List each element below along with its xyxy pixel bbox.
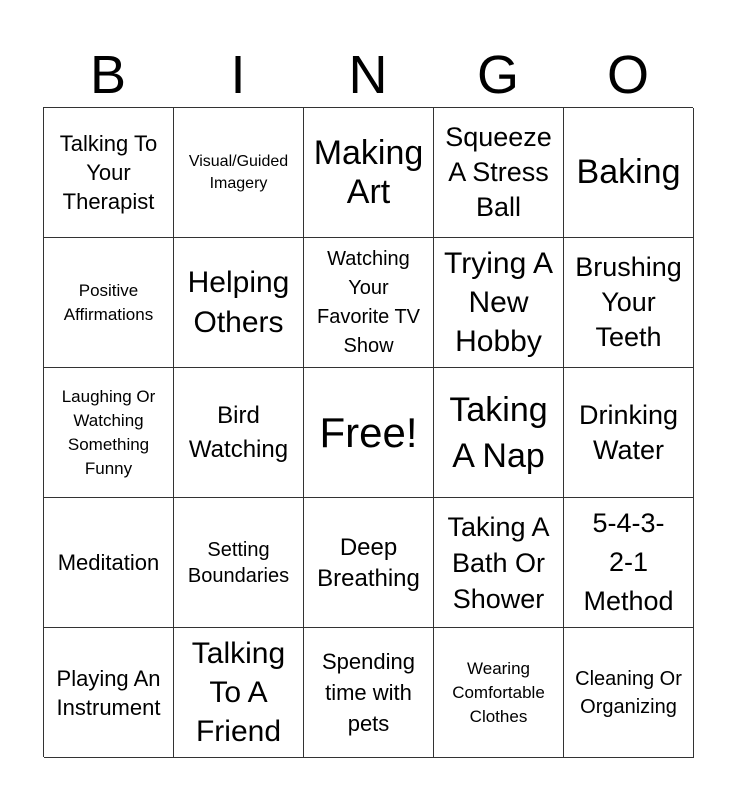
bingo-cell[interactable] bbox=[44, 108, 174, 238]
free-space-label: Free! bbox=[319, 408, 418, 456]
cell-label: Helping Others bbox=[187, 265, 290, 339]
cell-label: Laughing Or Watching Something Funny bbox=[61, 386, 156, 478]
cell-label: Cleaning Or Organizing bbox=[575, 667, 682, 718]
bingo-cell[interactable] bbox=[564, 628, 694, 758]
header-letter-o: O bbox=[606, 45, 649, 105]
bingo-cell[interactable] bbox=[44, 628, 174, 758]
cell-label: Talking To Your Therapist bbox=[59, 131, 158, 214]
cell-label: Wearing Comfortable Clothes bbox=[452, 658, 545, 726]
bingo-cell[interactable] bbox=[174, 108, 304, 238]
cell-label: Deep Breathing bbox=[317, 533, 420, 592]
bingo-cell[interactable] bbox=[564, 368, 694, 498]
cell-label: Making Art bbox=[313, 133, 424, 211]
bingo-cell[interactable] bbox=[44, 238, 174, 368]
cell-label: Setting Boundaries bbox=[187, 538, 290, 587]
header-letter-n: N bbox=[348, 45, 388, 105]
cell-label: Meditation bbox=[57, 550, 160, 575]
cell-label: Playing An Instrument bbox=[56, 665, 161, 720]
bingo-cell[interactable] bbox=[304, 628, 434, 758]
bingo-cell[interactable] bbox=[564, 238, 694, 368]
cell-label: Trying A New Hobby bbox=[444, 247, 553, 358]
bingo-cell[interactable] bbox=[304, 498, 434, 628]
bingo-cell[interactable] bbox=[304, 238, 434, 368]
bingo-cell[interactable] bbox=[564, 108, 694, 238]
bingo-header bbox=[43, 44, 693, 106]
bingo-cell[interactable] bbox=[174, 238, 304, 368]
cell-label: Squeeze A Stress Ball bbox=[445, 122, 552, 222]
cell-label: Taking A Nap bbox=[449, 390, 548, 475]
cell-label: Brushing Your Teeth bbox=[575, 252, 682, 352]
cell-label: Visual/Guided Imagery bbox=[188, 152, 289, 192]
cell-label: Spending time with pets bbox=[322, 649, 415, 736]
cell-label: Taking A Bath Or Shower bbox=[447, 511, 550, 614]
bingo-cell[interactable] bbox=[44, 368, 174, 498]
header-letter-b: B bbox=[89, 45, 127, 105]
cell-label: Bird Watching bbox=[188, 401, 289, 463]
cell-label: Positive Affirmations bbox=[63, 280, 154, 324]
bingo-cell[interactable] bbox=[564, 498, 694, 628]
cell-label: Watching Your Favorite TV Show bbox=[317, 247, 420, 357]
bingo-cell[interactable] bbox=[304, 368, 434, 498]
bingo-cell[interactable] bbox=[434, 238, 564, 368]
cell-label: 5-4-3-2-1 Method bbox=[583, 508, 674, 616]
header-letter-g: G bbox=[476, 45, 519, 105]
bingo-card-grid bbox=[43, 107, 693, 757]
bingo-cell[interactable] bbox=[174, 498, 304, 628]
bingo-cell[interactable] bbox=[174, 628, 304, 758]
bingo-cell[interactable] bbox=[434, 108, 564, 238]
bingo-cell[interactable] bbox=[174, 368, 304, 498]
bingo-cell[interactable] bbox=[44, 498, 174, 628]
bingo-cell[interactable] bbox=[434, 628, 564, 758]
cell-label: Talking To A Friend bbox=[191, 637, 286, 748]
bingo-cell[interactable] bbox=[304, 108, 434, 238]
header-letter-i: I bbox=[230, 45, 246, 105]
cell-label: Baking bbox=[576, 153, 681, 191]
bingo-cell[interactable] bbox=[434, 498, 564, 628]
cell-label: Drinking Water bbox=[578, 399, 679, 465]
bingo-cell[interactable] bbox=[434, 368, 564, 498]
